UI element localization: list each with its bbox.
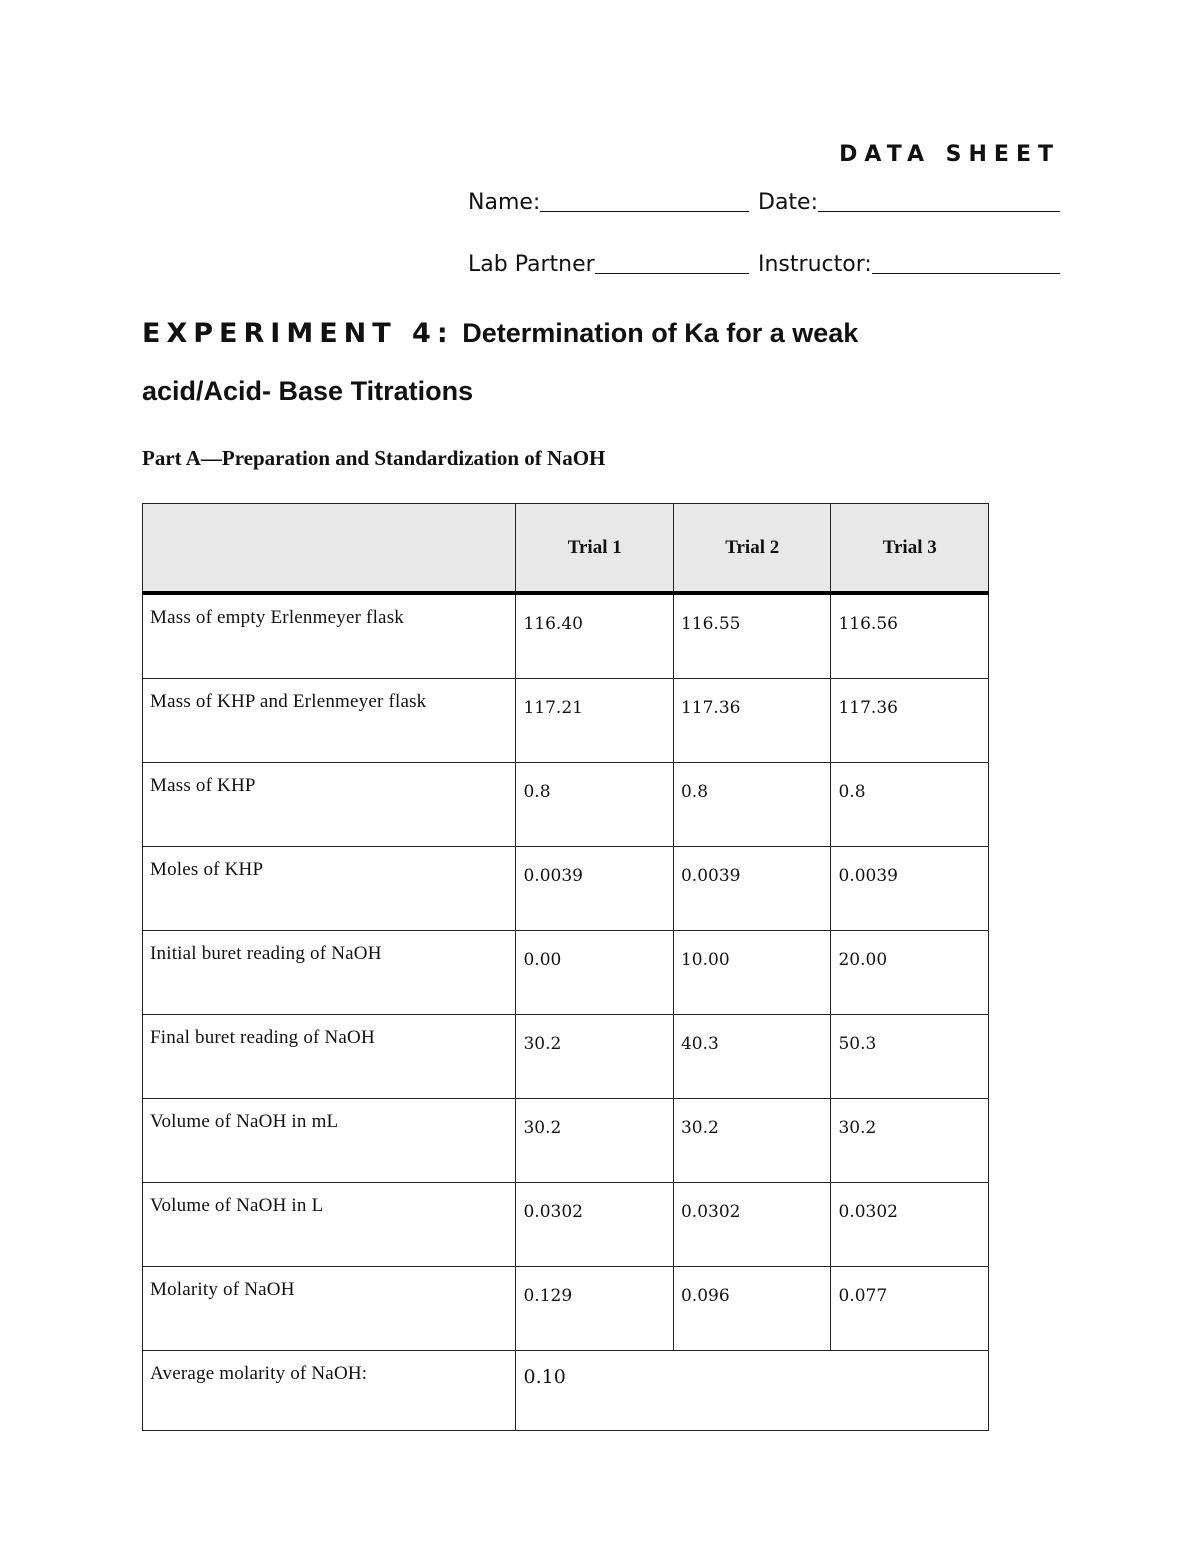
table-row	[143, 1099, 989, 1183]
trial-1-value[interactable]: 0.0302	[516, 1183, 674, 1267]
row-label: Mass of KHP	[143, 763, 516, 847]
trial-2-value[interactable]: 0.8	[673, 763, 831, 847]
header-cell-trial-3: Trial 3	[831, 504, 989, 594]
row-label: Mass of empty Erlenmeyer flask	[143, 593, 516, 679]
table-row	[143, 763, 989, 847]
experiment-title-line1: Determination of Ka for a weak	[462, 318, 859, 348]
table-row	[143, 931, 989, 1015]
trial-2-value[interactable]: 117.36	[673, 679, 831, 763]
instructor-blank-line[interactable]	[872, 253, 1060, 274]
table-row	[143, 1015, 989, 1099]
header-cell-trial-2: Trial 2	[673, 504, 831, 594]
table-row	[143, 847, 989, 931]
trial-3-value[interactable]: 0.077	[831, 1267, 989, 1351]
trial-1-value[interactable]: 116.40	[516, 593, 674, 679]
average-value[interactable]: 0.10	[516, 1351, 989, 1431]
experiment-heading	[142, 318, 1042, 349]
experiment-title-line2: acid/Acid- Base Titrations	[142, 376, 474, 406]
row-label: Initial buret reading of NaOH	[143, 931, 516, 1015]
table-row	[143, 593, 989, 679]
trial-2-value[interactable]: 0.0039	[673, 847, 831, 931]
trial-3-value[interactable]: 117.36	[831, 679, 989, 763]
trial-1-value[interactable]: 0.0039	[516, 847, 674, 931]
date-label: Date:	[758, 190, 818, 215]
trial-2-value[interactable]: 10.00	[673, 931, 831, 1015]
trial-1-value[interactable]: 0.00	[516, 931, 674, 1015]
average-label: Average molarity of NaOH:	[143, 1351, 516, 1431]
trial-3-value[interactable]: 50.3	[831, 1015, 989, 1099]
trial-2-value[interactable]: 0.096	[673, 1267, 831, 1351]
lab-partner-label: Lab Partner	[468, 252, 595, 277]
instructor-field[interactable]	[758, 252, 1060, 277]
trial-3-value[interactable]: 30.2	[831, 1099, 989, 1183]
header-cell-trial-1: Trial 1	[516, 504, 674, 594]
date-field[interactable]	[758, 190, 1060, 215]
part-a-heading: Part A—Preparation and Standardization of NaOH	[142, 446, 606, 470]
trial-1-value[interactable]: 30.2	[516, 1015, 674, 1099]
row-label: Volume of NaOH in mL	[143, 1099, 516, 1183]
trial-3-value[interactable]: 0.0039	[831, 847, 989, 931]
date-blank-line[interactable]	[818, 191, 1060, 212]
table-row	[143, 1267, 989, 1351]
trial-2-value[interactable]: 30.2	[673, 1099, 831, 1183]
lab-partner-blank-line[interactable]	[595, 253, 749, 274]
row-label: Molarity of NaOH	[143, 1267, 516, 1351]
trial-2-value[interactable]: 116.55	[673, 593, 831, 679]
row-label: Moles of KHP	[143, 847, 516, 931]
row-label: Final buret reading of NaOH	[143, 1015, 516, 1099]
table-header-row	[143, 504, 989, 594]
trial-1-value[interactable]: 117.21	[516, 679, 674, 763]
name-field[interactable]	[468, 190, 749, 215]
data-sheet-title: DATA SHEET	[839, 142, 1060, 167]
standardization-table	[142, 503, 989, 1431]
trial-3-value[interactable]: 116.56	[831, 593, 989, 679]
name-date-row	[468, 190, 1060, 220]
trial-1-value[interactable]: 0.8	[516, 763, 674, 847]
trial-2-value[interactable]: 0.0302	[673, 1183, 831, 1267]
trial-3-value[interactable]: 20.00	[831, 931, 989, 1015]
name-blank-line[interactable]	[540, 191, 749, 212]
instructor-label: Instructor:	[758, 252, 872, 277]
row-label: Mass of KHP and Erlenmeyer flask	[143, 679, 516, 763]
partner-instructor-row	[468, 252, 1060, 282]
table-row	[143, 679, 989, 763]
trial-1-value[interactable]: 30.2	[516, 1099, 674, 1183]
trial-3-value[interactable]: 0.0302	[831, 1183, 989, 1267]
experiment-label: EXPERIMENT 4:	[142, 318, 454, 349]
trial-1-value[interactable]: 0.129	[516, 1267, 674, 1351]
table-row	[143, 1183, 989, 1267]
trial-3-value[interactable]: 0.8	[831, 763, 989, 847]
name-label: Name:	[468, 190, 541, 215]
header-cell-blank	[143, 504, 516, 594]
trial-2-value[interactable]: 40.3	[673, 1015, 831, 1099]
row-label: Volume of NaOH in L	[143, 1183, 516, 1267]
average-row	[143, 1351, 989, 1431]
lab-partner-field[interactable]	[468, 252, 749, 277]
